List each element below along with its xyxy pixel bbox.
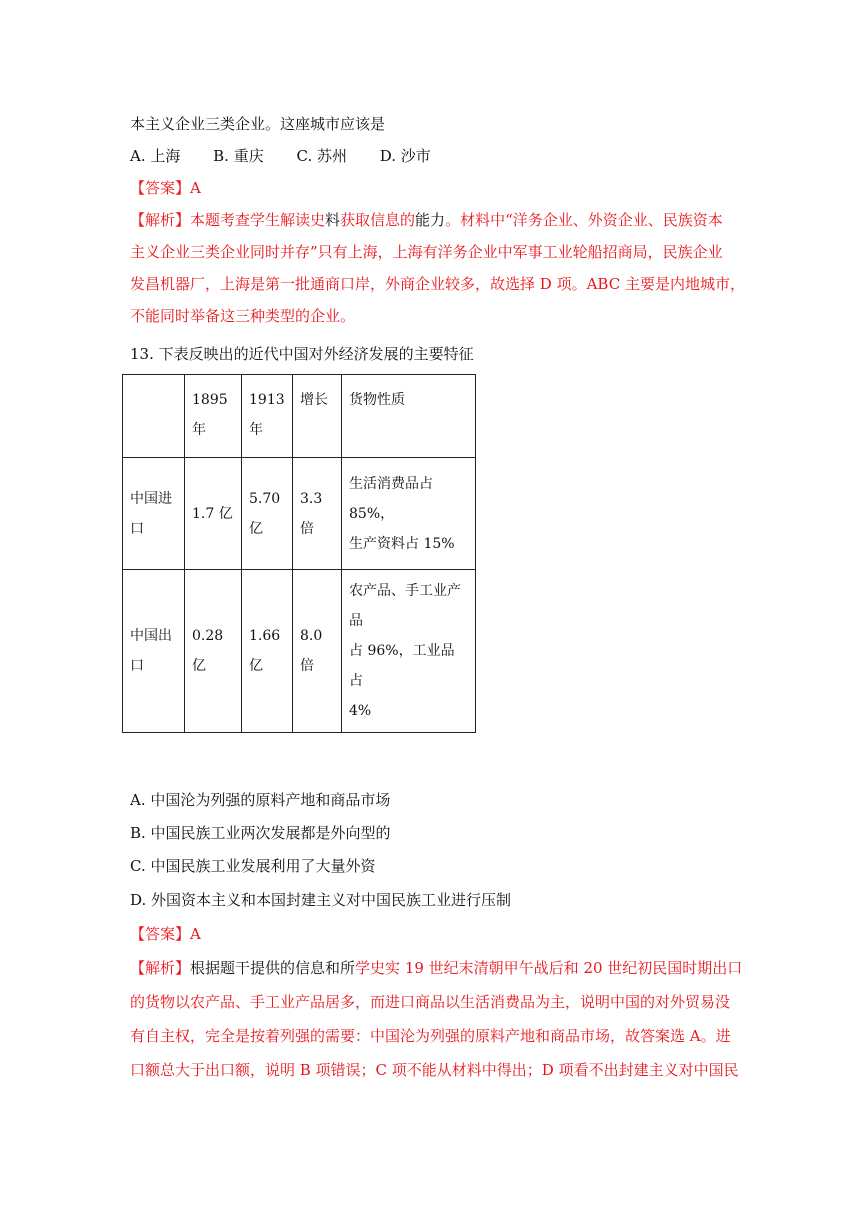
table-cell: 1.7 亿 [185, 458, 242, 570]
table-cell: 中国进 口 [123, 458, 185, 570]
table-header-cell [185, 375, 242, 458]
q13-answer: 【答案】A [130, 925, 201, 943]
q13-option-d: D. 外国资本主义和本国封建主义对中国民族工业进行压制 [130, 891, 512, 909]
analysis-segment: 。材料中“洋务企业、外资企业、民族资本 [445, 211, 723, 229]
trade-table [122, 374, 476, 733]
table-cell: 0.28 亿 [185, 570, 242, 733]
q13-option-a: A. 中国沦为列强的原料产地和商品市场 [130, 791, 391, 809]
analysis-segment: 获取信息的 [340, 211, 416, 229]
q13-stem: 13. 下表反映出的近代中国对外经济发展的主要特征 [130, 345, 474, 363]
table-header-cell [242, 375, 293, 458]
table-cell: 中国出 口 [123, 570, 185, 733]
analysis-segment: 能力 [415, 211, 446, 229]
q12-answer: 【答案】A [130, 179, 201, 197]
table-cell: 3.3 倍 [293, 458, 342, 570]
q13-analysis-line-4: 口额总大于出口额，说明 B 项错误；C 项不能从材料中得出；D 项看不出封建主义对中国民 [130, 1061, 739, 1079]
analysis-segment: 【解析】本题考查学生解读史 [130, 211, 326, 229]
q12-option-a: A. 上海 [130, 147, 181, 165]
q13-option-c: C. 中国民族工业发展利用了大量外资 [130, 857, 376, 875]
table-row [123, 458, 476, 570]
table-header-cell [123, 375, 185, 458]
q13-option-b: B. 中国民族工业两次发展都是外向型的 [130, 824, 391, 842]
q12-analysis-line-2: 主义企业三类企业同时并存”只有上海，上海有洋务企业中军事工业轮船招商局，民族企业 [130, 243, 723, 261]
table-cell: 生活消费品占 85%， 生产资料占 15% [342, 458, 476, 570]
table-row [123, 570, 476, 733]
table-cell: 1.66 亿 [242, 570, 293, 733]
q12-option-c: C. 苏州 [296, 147, 347, 165]
cell-line: 1913 年 [249, 392, 285, 438]
q12-options [130, 146, 459, 166]
analysis-segment: 料 [325, 211, 341, 229]
q12-analysis-line-1 [130, 210, 723, 230]
q13-analysis-line-3: 有自主权，完全是按着列强的需要：中国沦为列强的原料产地和商品市场，故答案选 A。进 [130, 1027, 731, 1045]
q13-analysis-line-2: 的货物以农产品、手工业产品居多，而进口商品以生活消费品为主，说明中国的对外贸易没 [130, 993, 731, 1011]
table-header-row [123, 375, 476, 458]
analysis-segment: 供的信息和所 [265, 959, 356, 977]
table-cell: 农产品、手工业产 品 占 96%，工业品占 4% [342, 570, 476, 733]
q12-stem-tail: 本主义企业三类企业。这座城市应该是 [130, 115, 386, 133]
q12-option-b: B. 重庆 [213, 147, 264, 165]
q12-analysis-line-3: 发昌机器厂，上海是第一批通商口岸，外商企业较多，故选择 D 项。ABC 主要是内地城市， [130, 275, 745, 293]
q12-option-d: D. 沙市 [379, 147, 431, 165]
table-cell: 8.0 倍 [293, 570, 342, 733]
analysis-segment: 根据题干提 [190, 959, 266, 977]
table-header-cell: 货物性质 [342, 375, 476, 458]
q13-analysis-line-1 [130, 958, 742, 978]
analysis-segment: 【解析】 [130, 959, 191, 977]
cell-line: 1895 年 [192, 392, 228, 438]
q12-analysis-line-4: 不能同时举备这三种类型的企业。 [130, 307, 356, 325]
analysis-segment: 学史实 19 世纪末清朝甲午战后和 20 世纪初民国时期出口 [355, 959, 743, 977]
table-cell: 5.70 亿 [242, 458, 293, 570]
table-header-cell: 增长 [293, 375, 342, 458]
